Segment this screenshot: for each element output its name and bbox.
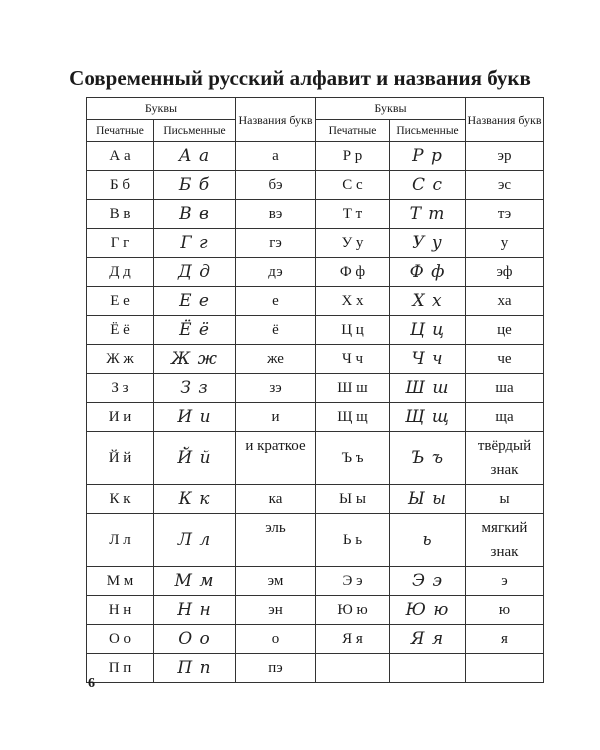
- printed-letter-right: Я я: [316, 625, 390, 654]
- script-letter-right: С с: [390, 171, 466, 200]
- script-letter-right: Ы ы: [390, 485, 466, 514]
- letter-name-left: бэ: [236, 171, 316, 200]
- printed-letter-right: Щ щ: [316, 403, 390, 432]
- letter-name-right: я: [466, 625, 544, 654]
- letter-name-left: зэ: [236, 374, 316, 403]
- table-row: [87, 258, 544, 287]
- script-letter-left: Ж ж: [154, 345, 236, 374]
- printed-letter-right: Ь ь: [316, 514, 390, 567]
- script-letter-left: К к: [154, 485, 236, 514]
- script-letter-left: А а: [154, 142, 236, 171]
- script-letter-left: З з: [154, 374, 236, 403]
- table-row: [87, 171, 544, 200]
- letter-name-left: эль: [236, 514, 316, 567]
- printed-letter-left: Н н: [87, 596, 154, 625]
- script-letter-right: Щ щ: [390, 403, 466, 432]
- letter-name-left: а: [236, 142, 316, 171]
- table-row: [87, 374, 544, 403]
- letter-name-right: ща: [466, 403, 544, 432]
- printed-letter-right: Ъ ъ: [316, 432, 390, 485]
- script-letter-left: Й й: [154, 432, 236, 485]
- letter-name-right: тэ: [466, 200, 544, 229]
- script-letter-left: П п: [154, 654, 236, 683]
- table-row: [87, 432, 544, 485]
- letter-name-left: гэ: [236, 229, 316, 258]
- printed-letter-right: Ш ш: [316, 374, 390, 403]
- letter-name-right: эс: [466, 171, 544, 200]
- letter-name-left: е: [236, 287, 316, 316]
- letter-name-left: и краткое: [236, 432, 316, 485]
- printed-letter-left: Д д: [87, 258, 154, 287]
- printed-letter-left: Ё ё: [87, 316, 154, 345]
- printed-header-left: Печатные: [87, 120, 154, 142]
- table-row: [87, 596, 544, 625]
- table-row: [87, 485, 544, 514]
- printed-letter-left: З з: [87, 374, 154, 403]
- table-row: [87, 514, 544, 567]
- table-row: [87, 200, 544, 229]
- table-row: [87, 345, 544, 374]
- page-title: Современный русский алфавит и названия букв: [69, 66, 531, 90]
- printed-letter-right: Ц ц: [316, 316, 390, 345]
- letter-name-right: эф: [466, 258, 544, 287]
- printed-letter-left: О о: [87, 625, 154, 654]
- script-letter-left: Б б: [154, 171, 236, 200]
- letter-name-right: ы: [466, 485, 544, 514]
- table-row: [87, 403, 544, 432]
- script-letter-left: М м: [154, 567, 236, 596]
- script-letter-right: У у: [390, 229, 466, 258]
- table-row: [87, 625, 544, 654]
- written-header-left: Письменные: [154, 120, 236, 142]
- letter-name-right: че: [466, 345, 544, 374]
- letter-name-left: же: [236, 345, 316, 374]
- printed-letter-right: Ч ч: [316, 345, 390, 374]
- script-letter-left: Н н: [154, 596, 236, 625]
- table-row: [87, 229, 544, 258]
- printed-letter-left: Й й: [87, 432, 154, 485]
- printed-letter-right: Ы ы: [316, 485, 390, 514]
- printed-letter-left: Е е: [87, 287, 154, 316]
- printed-letter-left: Г г: [87, 229, 154, 258]
- printed-letter-left: К к: [87, 485, 154, 514]
- printed-letter-right: Т т: [316, 200, 390, 229]
- printed-letter-left: А а: [87, 142, 154, 171]
- letter-name-right: ша: [466, 374, 544, 403]
- alphabet-table: [86, 97, 544, 683]
- script-letter-left: Г г: [154, 229, 236, 258]
- letter-name-right: ха: [466, 287, 544, 316]
- printed-letter-left: М м: [87, 567, 154, 596]
- script-letter-left: Ё ё: [154, 316, 236, 345]
- letter-name-left: пэ: [236, 654, 316, 683]
- script-letter-left: В в: [154, 200, 236, 229]
- table-row: [87, 567, 544, 596]
- script-letter-right: [390, 654, 466, 683]
- printed-header-right: Печатные: [316, 120, 390, 142]
- letter-name-right: мягкий знак: [466, 514, 544, 567]
- script-letter-left: Л л: [154, 514, 236, 567]
- letters-header-left: Буквы: [87, 98, 236, 120]
- script-letter-right: Т т: [390, 200, 466, 229]
- printed-letter-right: С с: [316, 171, 390, 200]
- letter-name-left: эн: [236, 596, 316, 625]
- written-header-right: Письменные: [390, 120, 466, 142]
- letter-name-left: ка: [236, 485, 316, 514]
- script-letter-right: Ч ч: [390, 345, 466, 374]
- letter-name-left: и: [236, 403, 316, 432]
- printed-letter-right: Э э: [316, 567, 390, 596]
- script-letter-left: И и: [154, 403, 236, 432]
- letter-name-left: дэ: [236, 258, 316, 287]
- printed-letter-left: И и: [87, 403, 154, 432]
- alphabet-body: [87, 142, 544, 683]
- letters-header-right: Буквы: [316, 98, 466, 120]
- printed-letter-right: У у: [316, 229, 390, 258]
- letter-name-left: о: [236, 625, 316, 654]
- printed-letter-right: [316, 654, 390, 683]
- script-letter-right: Х х: [390, 287, 466, 316]
- script-letter-left: Д д: [154, 258, 236, 287]
- script-letter-right: Ц ц: [390, 316, 466, 345]
- names-header-right: Названия букв: [466, 98, 544, 142]
- names-header-left: Названия букв: [236, 98, 316, 142]
- script-letter-left: О о: [154, 625, 236, 654]
- printed-letter-right: Р р: [316, 142, 390, 171]
- printed-letter-right: Ю ю: [316, 596, 390, 625]
- letter-name-right: э: [466, 567, 544, 596]
- script-letter-left: Е е: [154, 287, 236, 316]
- printed-letter-right: Ф ф: [316, 258, 390, 287]
- letter-name-right: эр: [466, 142, 544, 171]
- letter-name-left: ё: [236, 316, 316, 345]
- page-number: 6: [88, 676, 95, 691]
- script-letter-right: Ю ю: [390, 596, 466, 625]
- letter-name-right: це: [466, 316, 544, 345]
- printed-letter-left: Л л: [87, 514, 154, 567]
- script-letter-right: ь: [390, 514, 466, 567]
- letter-name-left: эм: [236, 567, 316, 596]
- table-row: [87, 316, 544, 345]
- script-letter-right: Ш ш: [390, 374, 466, 403]
- table-row: [87, 654, 544, 683]
- letter-name-right: у: [466, 229, 544, 258]
- letter-name-right: ю: [466, 596, 544, 625]
- table-row: [87, 287, 544, 316]
- letter-name-right: твёрдый знак: [466, 432, 544, 485]
- script-letter-right: Ф ф: [390, 258, 466, 287]
- printed-letter-right: Х х: [316, 287, 390, 316]
- script-letter-right: Я я: [390, 625, 466, 654]
- printed-letter-left: П п: [87, 654, 154, 683]
- printed-letter-left: В в: [87, 200, 154, 229]
- letter-name-left: вэ: [236, 200, 316, 229]
- script-letter-right: Р р: [390, 142, 466, 171]
- script-letter-right: Э э: [390, 567, 466, 596]
- letter-name-right: [466, 654, 544, 683]
- printed-letter-left: Ж ж: [87, 345, 154, 374]
- script-letter-right: Ъ ъ: [390, 432, 466, 485]
- printed-letter-left: Б б: [87, 171, 154, 200]
- table-row: [87, 142, 544, 171]
